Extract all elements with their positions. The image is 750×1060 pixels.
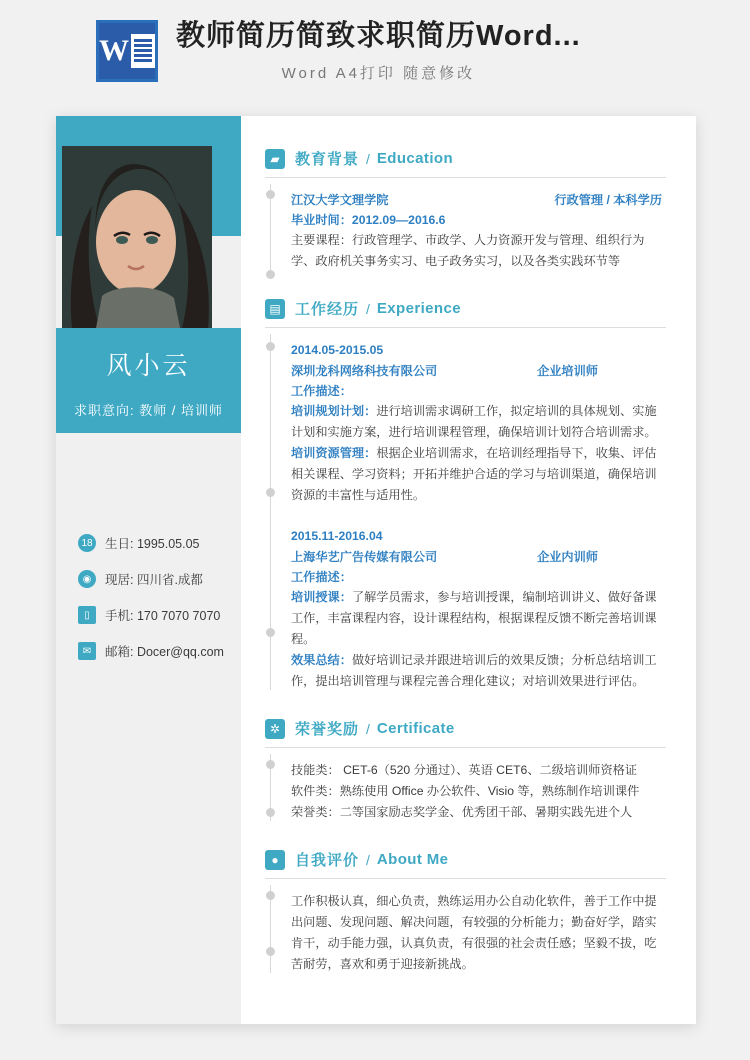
certificate-line: 荣誉类：二等国家励志奖学金、优秀团干部、暑期实践先进个人 (291, 805, 633, 819)
section-separator: / (366, 851, 370, 868)
section-header (265, 298, 666, 328)
graduation-cap-icon: ▰ (265, 149, 285, 169)
experience-bullet (291, 587, 666, 650)
section-body (265, 328, 666, 692)
gear-icon: ✲ (265, 719, 285, 739)
candidate-name: 风小云 (106, 352, 191, 380)
section-title-en: About Me (376, 851, 449, 868)
resume-right-column (241, 116, 696, 1024)
word-logo-lines (131, 34, 155, 68)
contact-location: 现居: 四川省.成都 (105, 573, 203, 587)
section-title-cn: 荣誉奖励 (295, 721, 360, 738)
section-title-en: Experience (376, 300, 461, 317)
section-body (265, 748, 666, 823)
section-separator: / (366, 150, 370, 167)
word-document-icon (96, 20, 158, 82)
experience-role: 企业培训师 (537, 364, 598, 378)
education-school: 江汉大学文理学院 (291, 193, 389, 207)
education-graduation: 毕业时间：2012.09—2016.6 (291, 213, 446, 227)
timeline-dot (266, 342, 275, 351)
timeline-dot (266, 190, 275, 199)
section-about (265, 849, 666, 975)
experience-date: 2014.05-2015.05 (291, 343, 384, 357)
resume-sheet (56, 116, 696, 1024)
experience-bullet-text: 根据企业培训需求，在培训经理指导下，收集、评估相关课程、学习资料；开拓并维护合适的学习与培训渠道，确保培训资源的丰富性与适用性。 (291, 446, 657, 502)
experience-company: 上海华艺广告传媒有限公司 (291, 550, 438, 564)
section-title-en: Certificate (376, 720, 455, 737)
resume-left-column (56, 116, 241, 1024)
list-item (78, 642, 243, 660)
section-title-cn: 工作经历 (295, 301, 360, 318)
person-icon: ● (265, 850, 285, 870)
page-header (0, 0, 750, 89)
list-item (78, 534, 243, 552)
education-courses-label: 主要课程： (291, 233, 352, 247)
timeline-dot (266, 270, 275, 279)
timeline-dot (266, 808, 275, 817)
experience-item (291, 340, 666, 506)
contact-email: 邮箱: Docer@qq.com (105, 645, 224, 659)
experience-bullet-keyword: 培训授课： (291, 590, 352, 604)
certificate-line: 软件类：熟练使用 Office 办公软件、Visio 等，熟练制作培训课件 (291, 784, 640, 798)
timeline-dot (266, 891, 275, 900)
education-courses (291, 230, 666, 272)
section-body (265, 178, 666, 272)
location-icon: ◉ (78, 570, 96, 588)
experience-bullet (291, 650, 666, 692)
timeline-dot (266, 947, 275, 956)
experience-company: 深圳龙科网络科技有限公司 (291, 364, 438, 378)
experience-bullet-text: 进行培训需求调研工作，拟定培训的具体规划、实施计划和实施方案，进行培训课程管理，确保培训计划符合培训需求。 (291, 404, 657, 439)
header-text-block (176, 18, 581, 83)
briefcase-icon: ▤ (265, 299, 285, 319)
experience-role: 企业内训师 (537, 550, 598, 564)
contact-phone: 手机: 170 7070 7070 (105, 609, 221, 623)
name-block (56, 328, 241, 433)
page-title: 教师简历简致求职简历Word... (176, 20, 581, 52)
experience-desc-label: 工作描述： (291, 570, 352, 584)
list-item (78, 570, 243, 588)
experience-bullet-keyword: 培训规划计划： (291, 404, 377, 418)
timeline-dot (266, 628, 275, 637)
avatar (62, 146, 212, 328)
experience-bullet-keyword: 培训资源管理： (291, 446, 377, 460)
word-logo-letter: W (99, 33, 129, 67)
education-courses-text: 行政管理学、市政学、人力资源开发与管理、组织行为学、政府机关事务实习、电子政务实习，以及各类实践环节等 (291, 233, 645, 268)
section-title-en: Education (376, 150, 454, 167)
experience-bullet-keyword: 效果总结： (291, 653, 352, 667)
certificate-line: 技能类： CET-6（520 分通过）、英语 CET6、二级培训师资格证 (291, 763, 638, 777)
section-body (265, 879, 666, 975)
section-header (265, 148, 666, 178)
list-item (78, 606, 243, 624)
section-separator: / (366, 720, 370, 737)
section-header (265, 718, 666, 748)
experience-bullet-text: 做好培训记录并跟进培训后的效果反馈；分析总结培训工作，提出培训管理与课程完善合理化建议；对培训效果进行评估。 (291, 653, 657, 688)
section-certificate (265, 718, 666, 823)
page-subtitle: Word A4打印 随意修改 (281, 65, 476, 83)
email-icon: ✉ (78, 642, 96, 660)
experience-desc-label: 工作描述： (291, 384, 352, 398)
about-text: 工作积极认真，细心负责，熟练运用办公自动化软件，善于工作中提出问题、发现问题、解决问题，有较强的分析能力；勤奋好学，踏实肯干，动手能力强，认真负责，有很强的社会责任感；坚毅不拔，吃苦耐劳，喜欢和勇于迎接新挑战。 (291, 894, 657, 971)
section-title-cn: 教育背景 (295, 151, 360, 168)
avatar-illustration (62, 146, 212, 328)
experience-item (291, 526, 666, 692)
contact-list (78, 534, 243, 678)
section-experience (265, 298, 666, 692)
education-major: 行政管理 / 本科学历 (554, 193, 662, 207)
timeline-dot (266, 488, 275, 497)
section-separator: / (366, 300, 370, 317)
experience-bullet-text: 了解学员需求，参与培训授课，编制培训讲义、做好备课工作，丰富课程内容，设计课程结构，根据课程反馈不断完善培训课程。 (291, 590, 657, 646)
experience-bullet (291, 443, 666, 506)
job-intent: 求职意向: 教师 / 培训师 (73, 403, 224, 418)
section-title-cn: 自我评价 (295, 852, 360, 869)
timeline-dot (266, 760, 275, 769)
experience-date: 2015.11-2016.04 (291, 529, 383, 543)
phone-icon: ▯ (78, 606, 96, 624)
section-education (265, 148, 666, 272)
section-header (265, 849, 666, 879)
contact-birthday: 生日: 1995.05.05 (105, 537, 200, 551)
birthday-icon: 18 (78, 534, 96, 552)
experience-bullet (291, 401, 666, 443)
